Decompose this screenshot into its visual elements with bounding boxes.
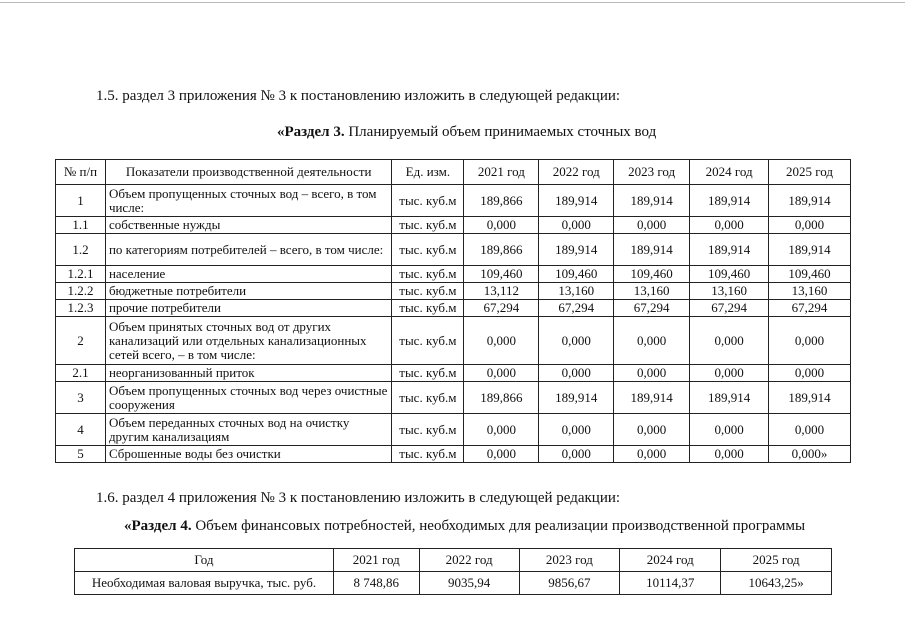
value-2021: 0,000 bbox=[464, 365, 539, 382]
value-2021: 189,866 bbox=[464, 382, 539, 414]
value-2022: 0,000 bbox=[539, 365, 614, 382]
value-2024: 189,914 bbox=[690, 185, 769, 217]
row-num: 1.2.1 bbox=[56, 266, 106, 283]
table-row bbox=[56, 317, 851, 365]
table-row bbox=[75, 572, 832, 595]
section-3-heading-bold: «Раздел 3. bbox=[277, 124, 345, 140]
row-unit: тыс. куб.м bbox=[392, 283, 464, 300]
value-2023: 0,000 bbox=[614, 217, 690, 234]
table-row bbox=[56, 217, 851, 234]
value-2024: 0,000 bbox=[690, 414, 769, 446]
value-2021: 67,294 bbox=[464, 300, 539, 317]
value-2023: 0,000 bbox=[614, 446, 690, 463]
value-2024: 189,914 bbox=[690, 234, 769, 266]
row-num: 1.2.3 bbox=[56, 300, 106, 317]
top-border-line bbox=[0, 2, 905, 3]
value-2022: 9035,94 bbox=[419, 572, 519, 595]
table-row bbox=[56, 382, 851, 414]
value-2024: 109,460 bbox=[690, 266, 769, 283]
row-indicator: Объем принятых сточных вод от других канализаций или отдельных канализационных сетей всего, – в том числе: bbox=[105, 317, 391, 365]
value-2023: 0,000 bbox=[614, 317, 690, 365]
value-2023: 0,000 bbox=[614, 414, 690, 446]
row-indicator: прочие потребители bbox=[105, 300, 391, 317]
value-2025: 189,914 bbox=[769, 234, 851, 266]
value-2024: 0,000 bbox=[690, 317, 769, 365]
table-header-row bbox=[56, 160, 851, 185]
financial-needs-table bbox=[74, 548, 832, 595]
table-row bbox=[56, 414, 851, 446]
value-2021: 189,866 bbox=[464, 234, 539, 266]
table-row bbox=[56, 300, 851, 317]
row-unit: тыс. куб.м bbox=[392, 217, 464, 234]
value-2024: 189,914 bbox=[690, 382, 769, 414]
value-2025: 13,160 bbox=[769, 283, 851, 300]
value-2021: 189,866 bbox=[464, 185, 539, 217]
col-header-2024: 2024 год bbox=[690, 160, 769, 185]
row-num: 1.2.2 bbox=[56, 283, 106, 300]
section-3-heading-text: Планируемый объем принимаемых сточных вод bbox=[344, 124, 657, 140]
value-2025: 0,000 bbox=[769, 414, 851, 446]
col-header-2021: 2021 год bbox=[464, 160, 539, 185]
value-2022: 0,000 bbox=[539, 414, 614, 446]
col-header-2023: 2023 год bbox=[519, 549, 620, 572]
paragraph-1-6: 1.6. раздел 4 приложения № 3 к постановлению изложить в следующей редакции: bbox=[96, 490, 621, 506]
row-unit: тыс. куб.м bbox=[392, 234, 464, 266]
value-2024: 13,160 bbox=[690, 283, 769, 300]
value-2024: 0,000 bbox=[690, 365, 769, 382]
row-indicator: Сброшенные воды без очистки bbox=[105, 446, 391, 463]
value-2025: 0,000 bbox=[769, 217, 851, 234]
paragraph-1-5: 1.5. раздел 3 приложения № 3 к постановлению изложить в следующей редакции: bbox=[96, 88, 621, 104]
row-indicator: собственные нужды bbox=[105, 217, 391, 234]
value-2024: 0,000 bbox=[690, 217, 769, 234]
value-2022: 0,000 bbox=[539, 446, 614, 463]
row-indicator: Объем переданных сточных вод на очистку другим канализациям bbox=[105, 414, 391, 446]
col-header-2024: 2024 год bbox=[620, 549, 721, 572]
table-row bbox=[56, 266, 851, 283]
value-2021: 0,000 bbox=[464, 317, 539, 365]
value-2021: 8 748,86 bbox=[333, 572, 419, 595]
row-num: 1.1 bbox=[56, 217, 106, 234]
row-indicator: население bbox=[105, 266, 391, 283]
value-2023: 189,914 bbox=[614, 382, 690, 414]
table-row bbox=[56, 234, 851, 266]
row-indicator: бюджетные потребители bbox=[105, 283, 391, 300]
row-num: 2 bbox=[56, 317, 106, 365]
row-num: 4 bbox=[56, 414, 106, 446]
value-2024: 67,294 bbox=[690, 300, 769, 317]
col-header-unit: Ед. изм. bbox=[392, 160, 464, 185]
table-row bbox=[56, 365, 851, 382]
table-row bbox=[56, 446, 851, 463]
section-4-heading-bold: «Раздел 4. bbox=[124, 518, 192, 534]
col-header-year: Год bbox=[75, 549, 334, 572]
value-2021: 109,460 bbox=[464, 266, 539, 283]
row-unit: тыс. куб.м bbox=[392, 300, 464, 317]
value-2024: 10114,37 bbox=[620, 572, 721, 595]
value-2021: 0,000 bbox=[464, 446, 539, 463]
value-2023: 13,160 bbox=[614, 283, 690, 300]
section-3-heading bbox=[277, 124, 656, 141]
row-unit: тыс. куб.м bbox=[392, 446, 464, 463]
value-2025: 0,000 bbox=[769, 317, 851, 365]
value-2022: 67,294 bbox=[539, 300, 614, 317]
value-2025: 189,914 bbox=[769, 185, 851, 217]
row-indicator: Объем пропущенных сточных вод через очистные сооружения bbox=[105, 382, 391, 414]
value-2022: 0,000 bbox=[539, 217, 614, 234]
value-2023: 9856,67 bbox=[519, 572, 620, 595]
value-2025: 67,294 bbox=[769, 300, 851, 317]
table-row bbox=[56, 283, 851, 300]
row-indicator: Объем пропущенных сточных вод – всего, в том числе: bbox=[105, 185, 391, 217]
value-2023: 189,914 bbox=[614, 234, 690, 266]
row-unit: тыс. куб.м bbox=[392, 317, 464, 365]
col-header-2021: 2021 год bbox=[333, 549, 419, 572]
col-header-indicator: Показатели производственной деятельности bbox=[105, 160, 391, 185]
value-2022: 109,460 bbox=[539, 266, 614, 283]
row-num: 1 bbox=[56, 185, 106, 217]
value-2023: 189,914 bbox=[614, 185, 690, 217]
row-num: 3 bbox=[56, 382, 106, 414]
table-header-row bbox=[75, 549, 832, 572]
section-4-heading-text: Объем финансовых потребностей, необходимых для реализации производственной программы bbox=[191, 518, 806, 534]
row-unit: тыс. куб.м bbox=[392, 382, 464, 414]
value-2025: 109,460 bbox=[769, 266, 851, 283]
value-2025: 10643,25» bbox=[721, 572, 832, 595]
value-2023: 0,000 bbox=[614, 365, 690, 382]
value-2021: 0,000 bbox=[464, 217, 539, 234]
row-indicator: Необходимая валовая выручка, тыс. руб. bbox=[75, 572, 334, 595]
value-2024: 0,000 bbox=[690, 446, 769, 463]
value-2022: 13,160 bbox=[539, 283, 614, 300]
col-header-2025: 2025 год bbox=[769, 160, 851, 185]
value-2022: 189,914 bbox=[539, 185, 614, 217]
value-2025: 189,914 bbox=[769, 382, 851, 414]
value-2022: 189,914 bbox=[539, 234, 614, 266]
row-num: 1.2 bbox=[56, 234, 106, 266]
row-unit: тыс. куб.м bbox=[392, 266, 464, 283]
value-2023: 67,294 bbox=[614, 300, 690, 317]
col-header-2022: 2022 год bbox=[419, 549, 519, 572]
wastewater-table bbox=[55, 159, 851, 463]
row-indicator: неорганизованный приток bbox=[105, 365, 391, 382]
row-unit: тыс. куб.м bbox=[392, 414, 464, 446]
value-2025: 0,000 bbox=[769, 365, 851, 382]
section-4-heading bbox=[124, 518, 805, 535]
row-indicator: по категориям потребителей – всего, в том числе: bbox=[105, 234, 391, 266]
value-2022: 0,000 bbox=[539, 317, 614, 365]
row-num: 5 bbox=[56, 446, 106, 463]
row-unit: тыс. куб.м bbox=[392, 185, 464, 217]
col-header-2022: 2022 год bbox=[539, 160, 614, 185]
value-2021: 13,112 bbox=[464, 283, 539, 300]
value-2022: 189,914 bbox=[539, 382, 614, 414]
table-row bbox=[56, 185, 851, 217]
col-header-2025: 2025 год bbox=[721, 549, 832, 572]
value-2021: 0,000 bbox=[464, 414, 539, 446]
row-unit: тыс. куб.м bbox=[392, 365, 464, 382]
col-header-num: № п/п bbox=[56, 160, 106, 185]
value-2025: 0,000» bbox=[769, 446, 851, 463]
row-num: 2.1 bbox=[56, 365, 106, 382]
col-header-2023: 2023 год bbox=[614, 160, 690, 185]
value-2023: 109,460 bbox=[614, 266, 690, 283]
